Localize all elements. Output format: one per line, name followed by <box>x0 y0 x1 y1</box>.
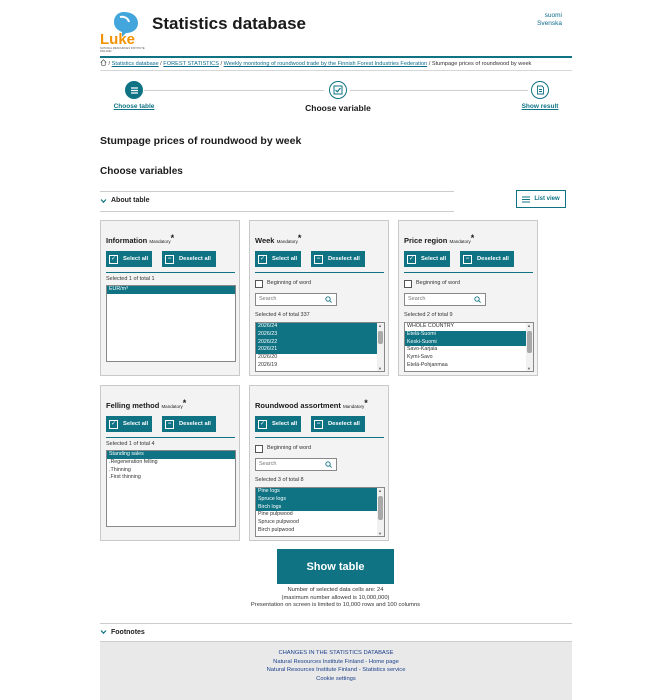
list-view-button[interactable] <box>516 190 566 208</box>
panel-title: Roundwood assortment Mandatory* <box>255 398 368 410</box>
deselect-all-button[interactable]: − Deselect all <box>311 416 365 432</box>
select-all-button[interactable]: ✓ Select all <box>404 251 450 267</box>
max-cells-text: (maximum number allowed is 10,000,000) <box>281 594 390 601</box>
list-option[interactable]: Keski-Suomi <box>405 339 533 347</box>
list-option[interactable]: 2026/22 <box>256 339 384 347</box>
list-option[interactable]: Savo-Karjala <box>407 346 438 353</box>
scrollbar[interactable] <box>377 488 384 536</box>
step-choose-table[interactable] <box>112 81 156 110</box>
check-icon: ✓ <box>110 421 117 427</box>
panel-divider <box>255 272 384 273</box>
scrollbar[interactable] <box>526 323 533 371</box>
scroll-down-icon[interactable]: ▼ <box>527 366 531 371</box>
minus-icon: − <box>165 420 174 429</box>
search-input[interactable]: Search <box>255 458 337 471</box>
site-title[interactable]: Statistics database <box>152 14 307 33</box>
list-option[interactable]: WHOLE COUNTRY <box>407 323 454 329</box>
value-listbox[interactable] <box>106 450 236 527</box>
value-listbox[interactable] <box>255 487 385 537</box>
list-option[interactable]: .First thinning <box>109 474 141 481</box>
check-icon: ✓ <box>408 256 415 262</box>
panel-title: Price region Mandatory* <box>404 233 475 245</box>
variable-panel-felling-method <box>100 385 240 541</box>
list-option[interactable]: Spruce logs <box>256 496 384 504</box>
document-icon <box>531 81 549 99</box>
footer-link-statistics-service[interactable]: Natural Resources Institute Finland - Statistics service <box>266 667 406 674</box>
list-view-label: List view <box>534 196 560 202</box>
list-option[interactable]: .Regeneration felling <box>109 458 158 465</box>
breadcrumb-divider <box>100 70 572 71</box>
progress-stepper <box>100 80 572 120</box>
panel-title: Week Mandatory* <box>255 233 302 245</box>
cells-count-text: Number of selected data cells are: 24 <box>287 587 384 593</box>
checkbox-label: Beginning of word <box>267 280 312 286</box>
check-icon: ✓ <box>110 256 117 262</box>
page-title: Stumpage prices of roundwood by week <box>100 135 302 147</box>
select-all-button[interactable]: ✓ Select all <box>255 251 301 267</box>
checkbox-icon <box>329 81 347 99</box>
panel-divider <box>404 272 533 273</box>
value-listbox[interactable] <box>255 322 385 372</box>
selected-count: Selected 1 of total 1 <box>106 276 155 282</box>
panel-title: Information Mandatory* <box>106 233 175 245</box>
section-title: Choose variables <box>100 166 183 177</box>
data-cells-info <box>200 587 471 610</box>
minus-icon: − <box>165 255 174 264</box>
step-label: Choose variable <box>305 103 371 113</box>
beginning-of-word-checkbox[interactable] <box>255 280 263 288</box>
list-icon <box>125 81 143 99</box>
list-option[interactable]: Pine pulpwood <box>258 511 293 518</box>
site-footer <box>100 642 572 700</box>
language-links <box>537 12 562 28</box>
select-all-button[interactable]: ✓ Select all <box>106 416 152 432</box>
deselect-all-button[interactable]: − Deselect all <box>460 251 514 267</box>
search-input[interactable]: Search <box>404 293 486 306</box>
panel-divider <box>255 437 384 438</box>
footnotes-toggle[interactable] <box>100 623 572 642</box>
value-listbox[interactable] <box>404 322 534 372</box>
list-option[interactable]: Etelä-Pohjanmaa <box>407 361 448 368</box>
scrollbar-thumb[interactable] <box>378 496 383 520</box>
scroll-up-icon[interactable]: ▲ <box>378 488 382 493</box>
footnotes-label: Footnotes <box>111 629 145 636</box>
about-table-toggle[interactable] <box>100 191 454 212</box>
footer-link-cookie-settings[interactable]: Cookie settings <box>316 675 356 682</box>
selected-count: Selected 1 of total 4 <box>106 441 155 447</box>
select-all-button[interactable]: ✓ Select all <box>106 251 152 267</box>
search-icon[interactable] <box>325 296 332 303</box>
checkbox-label: Beginning of word <box>416 280 461 286</box>
list-option[interactable]: 2026/24 <box>256 323 384 331</box>
chevron-down-icon <box>100 198 107 204</box>
select-all-button[interactable]: ✓ Select all <box>255 416 301 432</box>
value-listbox[interactable] <box>106 285 236 362</box>
stepper-line <box>144 90 324 91</box>
list-option[interactable]: Birch logs <box>256 504 384 512</box>
breadcrumb: / Statistics database / FOREST STATISTICS / Weekly monitoring of roundwood trade by the Finnish Forest Industries Federation / Stumpage prices of roundwood by week <box>100 59 572 68</box>
list-option[interactable]: EUR/m³ <box>107 286 235 294</box>
footer-link-changes[interactable]: CHANGES IN THE STATISTICS DATABASE <box>278 650 394 656</box>
header-divider <box>100 56 572 58</box>
deselect-all-button[interactable]: − Deselect all <box>162 251 216 267</box>
list-option[interactable]: Pine logs <box>256 488 384 496</box>
breadcrumb-link[interactable]: Weekly monitoring of roundwood trade by the Finnish Forest Industries Federation <box>223 61 428 67</box>
panel-title: Felling method Mandatory* <box>106 398 187 410</box>
scrollbar-thumb[interactable] <box>378 331 383 344</box>
search-input[interactable]: Search <box>255 293 337 306</box>
list-option[interactable]: 2026/19 <box>258 361 278 368</box>
list-icon <box>522 196 530 203</box>
scrollbar-thumb[interactable] <box>527 331 532 353</box>
list-option[interactable]: Birch pulpwood <box>258 526 295 533</box>
scroll-up-icon[interactable]: ▲ <box>527 323 531 328</box>
minus-icon: − <box>314 420 323 429</box>
minus-icon: − <box>314 255 323 264</box>
selected-count: Selected 2 of total 9 <box>404 312 453 318</box>
panel-divider <box>106 272 235 273</box>
list-option[interactable]: 2026/21 <box>256 346 384 354</box>
list-option[interactable]: 2026/23 <box>256 331 384 339</box>
footer-link-home[interactable]: Natural Resources Institute Finland - Home page <box>273 658 399 665</box>
lang-link-suomi[interactable]: suomi <box>544 12 562 19</box>
scroll-up-icon[interactable]: ▲ <box>378 323 382 328</box>
step-choose-variable <box>299 81 377 113</box>
list-option[interactable]: 2026/20 <box>258 354 278 361</box>
selected-count: Selected 4 of total 337 <box>255 312 310 318</box>
check-icon: ✓ <box>259 421 266 427</box>
step-show-result[interactable] <box>518 81 562 110</box>
search-icon[interactable] <box>325 461 332 468</box>
scroll-down-icon[interactable]: ▼ <box>378 531 382 536</box>
beginning-of-word-checkbox[interactable] <box>404 280 412 288</box>
list-option[interactable]: Spruce pulpwood <box>258 519 299 526</box>
variable-panel-information <box>100 220 240 376</box>
deselect-all-button[interactable]: − Deselect all <box>311 251 365 267</box>
list-option[interactable]: .Thinning <box>109 466 131 473</box>
variable-panel-price-region <box>398 220 538 376</box>
home-icon[interactable] <box>100 59 107 66</box>
selected-count: Selected 3 of total 8 <box>255 477 304 483</box>
svg-text:Luke: Luke <box>100 31 136 48</box>
deselect-all-button[interactable]: − Deselect all <box>162 416 216 432</box>
step-label[interactable]: Show result <box>521 103 559 110</box>
search-icon[interactable] <box>474 296 481 303</box>
lang-link-svenska[interactable]: Svenska <box>537 20 562 27</box>
breadcrumb-current: Stumpage prices of roundwood by week <box>431 61 532 67</box>
list-option[interactable]: Etelä-Suomi <box>405 331 533 339</box>
beginning-of-word-checkbox[interactable] <box>255 445 263 453</box>
breadcrumb-link[interactable]: FOREST STATISTICS <box>163 61 219 67</box>
chevron-down-icon <box>100 629 107 635</box>
scrollbar[interactable] <box>377 323 384 371</box>
logo-subtext: NATURAL RESOURCES INSTITUTE FINLAND <box>100 47 145 53</box>
breadcrumb-link[interactable]: Statistics database <box>111 61 159 67</box>
scroll-down-icon[interactable]: ▼ <box>378 366 382 371</box>
presentation-limit-text: Presentation on screen is limited to 10,000 rows and 100 columns <box>250 602 421 609</box>
variable-panel-week <box>249 220 389 376</box>
list-option[interactable]: Standing sales <box>107 451 235 459</box>
about-table-label: About table <box>111 197 150 204</box>
list-option[interactable]: Kymi-Savo <box>407 354 433 361</box>
panel-divider <box>106 437 235 438</box>
check-icon: ✓ <box>259 256 266 262</box>
site-header <box>100 10 572 56</box>
variable-panel-roundwood-assortment <box>249 385 389 541</box>
show-table-button[interactable]: Show table <box>277 549 394 584</box>
checkbox-label: Beginning of word <box>267 445 312 451</box>
step-label[interactable]: Choose table <box>113 103 155 110</box>
minus-icon: − <box>463 255 472 264</box>
